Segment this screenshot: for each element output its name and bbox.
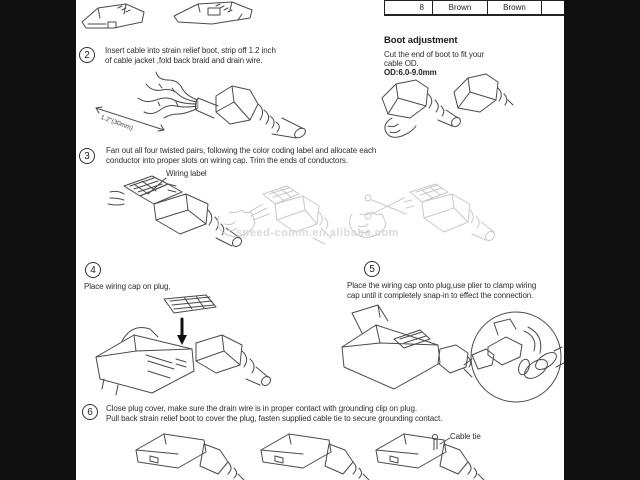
step5-line2: cap until it completely snap-in to effect the connection. <box>347 291 534 300</box>
table-cell-empty <box>542 1 564 14</box>
step2-line1: Insert cable into strain relief boot, strip off 1.2 inch <box>105 46 276 55</box>
step2-number: 2 <box>79 47 95 63</box>
table-cell-pin: 8 <box>385 1 433 14</box>
step5-clamp-illustration <box>338 303 564 415</box>
step3-line2: conductor into proper slots on wiring cap. Trim the ends of conductors. <box>106 156 348 165</box>
step2-cable-illustration <box>86 62 316 144</box>
boot-adjustment-body1: Cut the end of boot to fit your <box>384 50 485 59</box>
table-cell-color-b: Brown <box>488 1 542 14</box>
step2-line2: of cable jacket ,fold back braid and drain wire. <box>105 56 263 65</box>
boot-adjustment-od: OD:6.0-9.0mm <box>384 68 437 77</box>
step6-number: 6 <box>82 404 98 420</box>
step6-assembled-plug-1 <box>130 428 242 480</box>
step4-text: Place wiring cap on plug. <box>84 282 171 291</box>
step3-trim-conductors-illustration <box>348 180 496 265</box>
step5-line1: Place the wiring cap onto plug,use plier to clamp wiring <box>347 281 537 290</box>
step4-place-cap-illustration <box>88 293 273 411</box>
table-cell-color-a: Brown <box>433 1 488 14</box>
plug-illustration-top-right <box>172 0 256 26</box>
wiring-label-caption: Wiring label <box>166 169 207 178</box>
instruction-sheet <box>76 0 564 480</box>
step3-line1: Fan out all four twisted pairs, following the color coding label and allocate each <box>106 146 377 155</box>
step6-assembled-plug-2 <box>255 428 367 480</box>
strip-length-dimension: 1.2"(30mm) <box>99 114 134 133</box>
step4-number: 4 <box>85 262 101 278</box>
boot-adjustment-title: Boot adjustment <box>384 35 458 46</box>
color-code-table-fragment <box>384 0 564 16</box>
boot-adjustment-body2: cable OD. <box>384 59 419 68</box>
boot-cutting-illustration <box>374 72 514 144</box>
step5-number: 5 <box>364 261 380 277</box>
cable-tie-caption: Cable tie <box>450 432 481 441</box>
step6-line2: Pull back strain relief boot to cover the plug, fasten supplied cable tie to secure grounding contact. <box>106 414 443 423</box>
step3-number: 3 <box>79 148 95 164</box>
plug-illustration-top-left <box>78 0 152 30</box>
step6-line1: Close plug cover, make sure the drain wire is in proper contact with grounding clip on plug. <box>106 404 417 413</box>
step6-assembled-plug-with-tie <box>370 426 488 480</box>
watermark: speed-comm.en.alibaba.com <box>236 227 399 239</box>
step3-insert-conductors-illustration <box>215 180 335 260</box>
